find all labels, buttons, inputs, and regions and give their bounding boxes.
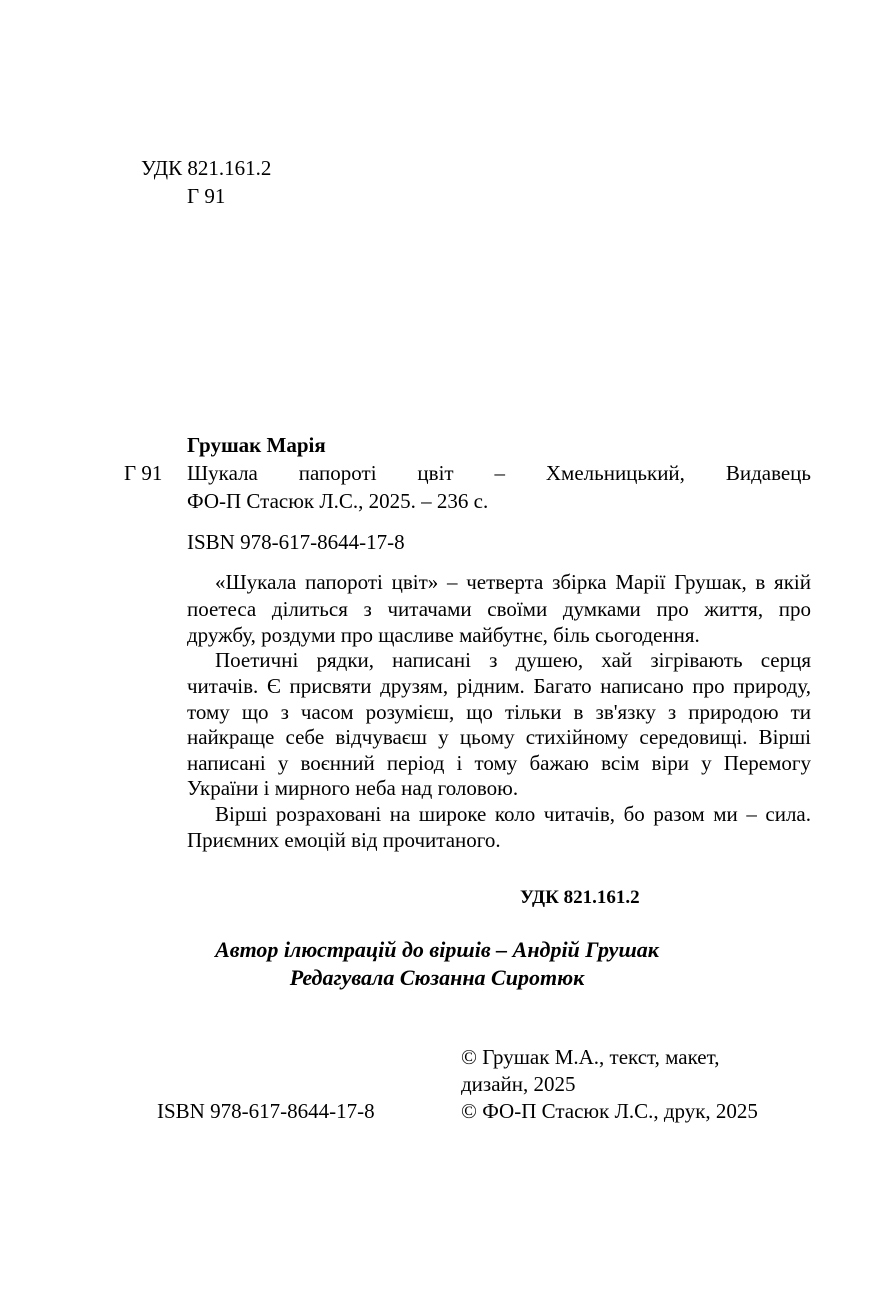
annotation-line: поетеса ділиться з читачами своїми думками про життя, про — [187, 597, 811, 621]
catalog-biblio-line: Шукала папороті цвіт – Хмельницький, Видавець — [187, 461, 811, 485]
udc-code-bold: УДК 821.161.2 — [520, 887, 640, 908]
annotation-line: дружбу, роздуми про щасливе майбутнє, біль сьогодення. — [187, 623, 700, 647]
catalog-author: Грушак Марія — [187, 433, 326, 457]
catalog-isbn: ISBN 978-617-8644-17-8 — [187, 530, 405, 554]
annotation-line: Вірші розраховані на широке коло читачів, бо разом ми – сила. — [215, 802, 811, 826]
catalog-biblio-line: ФО-П Стасюк Л.С., 2025. – 236 с. — [187, 489, 489, 513]
illustrator-credit: Автор ілюстрацій до віршів – Андрій Грушак — [215, 937, 659, 962]
footer-isbn: ISBN 978-617-8644-17-8 — [157, 1099, 375, 1123]
copyright-line: © ФО-П Стасюк Л.С., друк, 2025 — [461, 1099, 758, 1123]
udc-code-header: УДК 821.161.2 — [141, 156, 272, 180]
editor-credit: Редагувала Сюзанна Сиротюк — [289, 965, 585, 990]
annotation-line: тому що з часом розумієш, що тільки в зв'язку з природою ти — [187, 700, 811, 724]
annotation-line: України і мирного неба над головою. — [187, 776, 519, 800]
annotation-line: «Шукала папороті цвіт» – четверта збірка Марії Грушак, в якій — [215, 570, 811, 594]
catalog-author-code: Г 91 — [124, 461, 163, 485]
copyright-line: дизайн, 2025 — [461, 1072, 576, 1096]
annotation-line: найкраще себе відчуваєш у цьому стихійному середовищі. Вірші — [187, 725, 811, 749]
annotation-line: написані у воєнний період і тому бажаю всім віри у Перемогу — [187, 751, 811, 775]
annotation-line: читачів. Є присвяти друзям, рідним. Багато написано про природу, — [187, 674, 811, 698]
author-code-header: Г 91 — [187, 184, 226, 208]
annotation-line: Приємних емоцій від прочитаного. — [187, 828, 501, 852]
annotation-line: Поетичні рядки, написані з душею, хай зігрівають серця — [215, 648, 811, 672]
copyright-line: © Грушак М.А., текст, макет, — [461, 1045, 720, 1069]
